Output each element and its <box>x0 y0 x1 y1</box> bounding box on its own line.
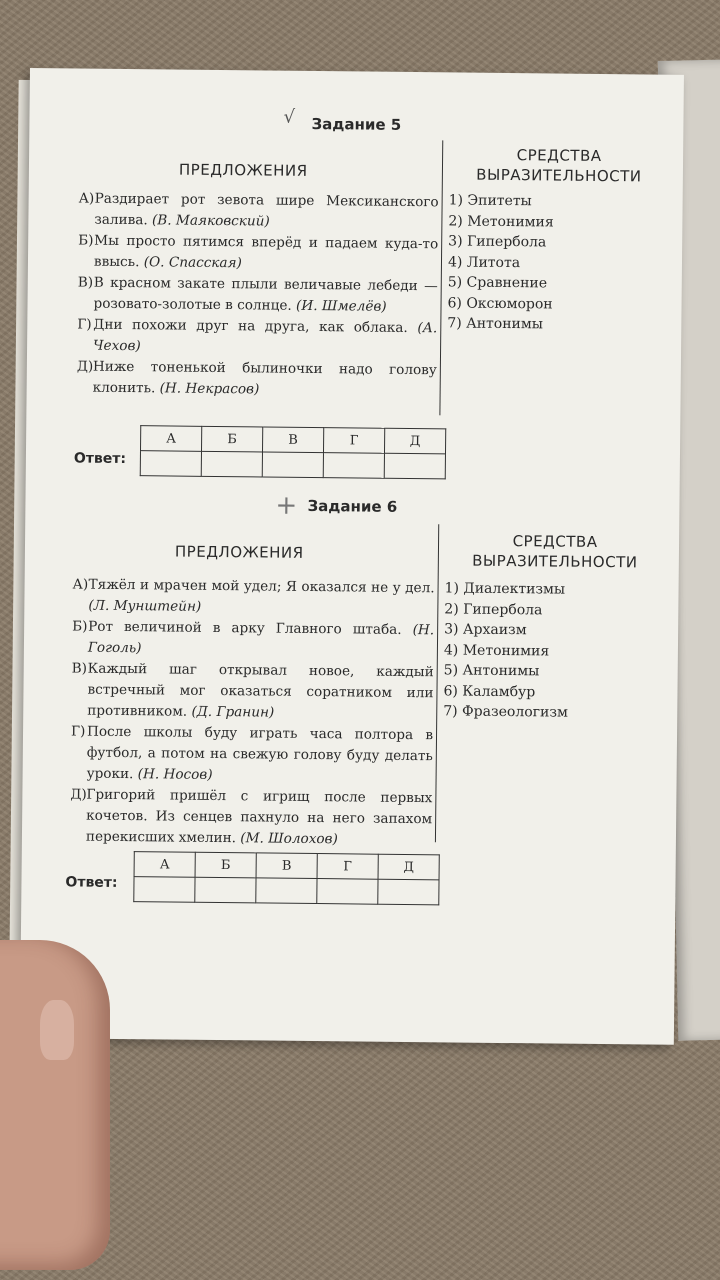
task6-divider <box>435 524 439 842</box>
task6-sentences-header: ПРЕДЛОЖЕНИЯ <box>174 542 304 562</box>
task6-col-d: Д <box>378 854 439 880</box>
task6-mean-2: 2) Гипербола <box>444 600 543 618</box>
plus-mark-6: + <box>275 490 298 521</box>
task6-mean-5: 5) Антонимы <box>443 662 540 680</box>
task5-col-g: Г <box>323 428 384 454</box>
task6-mean-3: 3) Архаизм <box>444 621 527 639</box>
workbook-page <box>20 68 684 1045</box>
task5-means-header-line1: СРЕДСТВА <box>516 146 602 165</box>
task6-mean-1: 1) Диалектизмы <box>444 580 566 598</box>
task5-title: Задание 5 <box>311 114 402 134</box>
task5-answer-cell-g[interactable] <box>323 453 384 479</box>
task6-answer-cell-d[interactable] <box>378 879 439 905</box>
task5-col-a: А <box>140 426 201 452</box>
task6-answer-cell-v[interactable] <box>256 878 317 904</box>
task6-col-a: А <box>134 852 195 878</box>
task5-answer-cell-d[interactable] <box>384 453 445 479</box>
thumb <box>0 940 110 1270</box>
task6-answer-cell-b[interactable] <box>195 877 256 903</box>
check-mark-5: √ <box>283 106 296 128</box>
thumbnail-nail <box>40 1000 74 1060</box>
task5-sentences-list <box>77 189 439 403</box>
task5-sentence-g: Г) Дни похожи друг на друга, как облака. (А. Чехов) <box>77 316 438 355</box>
task5-answer-cell-v[interactable] <box>262 452 323 478</box>
task5-answer-cell-b[interactable] <box>201 451 262 477</box>
task6-sentence-g: Г) После школы буду играть часа полтора в футбол, а потом на свежую голову буду делать уроки. (Н. Носов) <box>70 723 434 783</box>
task6-answer-label: Ответ: <box>65 874 118 891</box>
task5-mean-4: 4) Литота <box>447 253 521 271</box>
task5-col-b: Б <box>201 426 262 452</box>
task6-mean-7: 7) Фразеологизм <box>443 703 568 721</box>
task5-mean-1: 1) Эпитеты <box>448 192 532 210</box>
task5-sentences-header: ПРЕДЛОЖЕНИЯ <box>178 160 308 180</box>
task5-means-header-line2: ВЫРАЗИТЕЛЬНОСТИ <box>476 165 642 186</box>
task5-sentence-b: Б) Мы просто пятимся вперёд и падаем куда-то ввысь. (О. Спасская) <box>78 232 439 272</box>
task6-answer-table <box>133 851 440 905</box>
task5-mean-6: 6) Оксюморон <box>447 294 553 312</box>
task6-col-b: Б <box>195 852 256 878</box>
task6-title: Задание 6 <box>307 496 398 516</box>
task6-col-v: В <box>256 853 317 879</box>
task5-mean-3: 3) Гипербола <box>448 233 547 251</box>
task6-means-header-line1: СРЕДСТВА <box>512 532 598 551</box>
task5-answer-label: Ответ: <box>73 450 127 468</box>
task5-divider <box>439 140 443 415</box>
task5-mean-7: 7) Антонимы <box>447 315 544 333</box>
task6-answer-cell-g[interactable] <box>317 879 378 905</box>
task6-means-header-line2: ВЫРАЗИТЕЛЬНОСТИ <box>472 551 638 572</box>
task6-sentence-v: В) Каждый шаг открывал новое, каждый встречный мог оказаться соратником или противником. (Д. Гранин) <box>71 660 434 721</box>
task6-sentences-list <box>70 574 435 851</box>
task6-mean-4: 4) Метонимия <box>443 641 550 659</box>
task6-sentence-d: Д) Григорий пришёл с игрищ после первых кочетов. Из сенцев пахнуло на него запахом перекисших хмелин. (М. Шолохов) <box>70 786 433 848</box>
task6-means-list <box>443 578 569 723</box>
task5-sentence-v: В) В красном закате плыли величавые лебеди — розовато-золотые в солнце. (И. Шмелёв) <box>77 274 438 315</box>
task6-means-header <box>445 530 665 572</box>
task5-sentence-d: Д) Ниже тоненькой былиночки надо голову клонить. (Н. Некрасов) <box>76 358 437 398</box>
task5-means-list <box>447 190 554 335</box>
task5-answer-table <box>140 425 447 479</box>
task6-mean-6: 6) Каламбур <box>443 682 536 700</box>
task5-col-v: В <box>262 427 323 453</box>
task5-mean-5: 5) Сравнение <box>447 274 548 292</box>
task5-sentence-a: А) Раздирает рот зевота шире Мексиканского залива. (В. Маяковский) <box>78 190 439 230</box>
task6-answer-cell-a[interactable] <box>134 877 195 903</box>
task5-answer-cell-a[interactable] <box>140 451 201 477</box>
task5-col-d: Д <box>384 428 445 454</box>
task5-means-header <box>449 144 669 186</box>
task6-sentence-b: Б) Рот величиной в арку Главного штаба. (Н. Гоголь) <box>72 618 435 657</box>
task5-mean-2: 2) Метонимия <box>448 212 554 230</box>
task6-col-g: Г <box>317 854 378 880</box>
task6-sentence-a: А) Тяжёл и мрачен мой удел; Я оказался не у дел. (Л. Мунштейн) <box>72 576 435 615</box>
